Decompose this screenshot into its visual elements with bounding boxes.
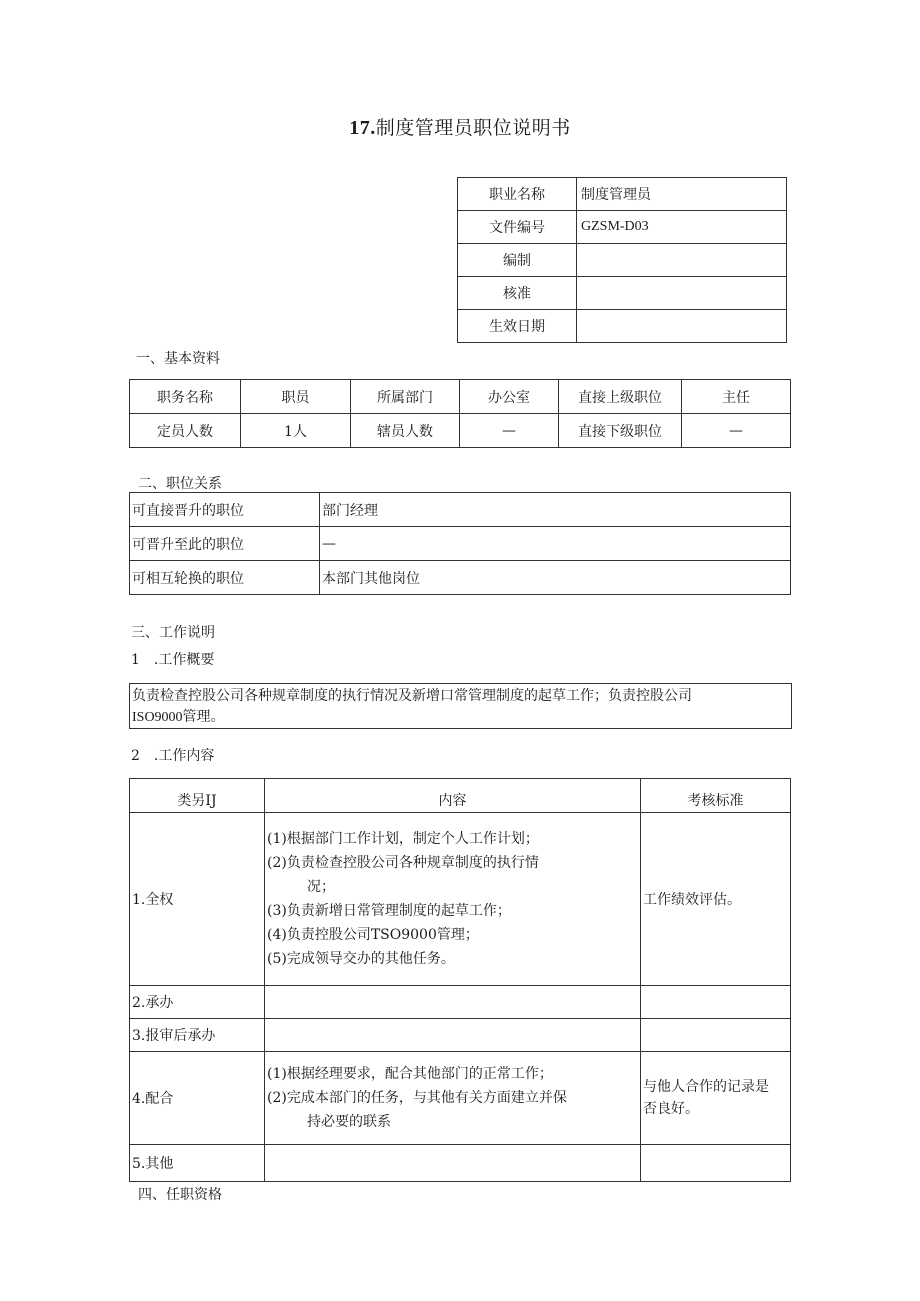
work-content-heading: 2 .工作内容 bbox=[131, 748, 215, 764]
relation-label: 可晋升至此的职位 bbox=[130, 527, 320, 561]
table-row bbox=[130, 813, 791, 986]
table-row bbox=[130, 1052, 791, 1145]
category-cell: 5.其他 bbox=[130, 1145, 265, 1182]
header-row bbox=[458, 178, 787, 211]
content-line: 况； bbox=[307, 879, 335, 895]
basic-cell: 1人 bbox=[241, 414, 351, 448]
work-content-table bbox=[129, 778, 791, 1182]
basic-cell: 直接下级职位 bbox=[559, 414, 682, 448]
content-cell bbox=[265, 1052, 641, 1145]
header-value bbox=[577, 310, 787, 343]
relation-value: 部门经理 bbox=[320, 493, 791, 527]
basic-cell: 直接上级职位 bbox=[559, 380, 682, 414]
relation-row bbox=[130, 561, 791, 595]
relation-row bbox=[130, 493, 791, 527]
content-line: (1)根据经理要求，配合其他部门的正常工作； bbox=[267, 1066, 553, 1082]
header-label: 生效日期 bbox=[458, 310, 577, 343]
standard-cell: 工作绩效评估。 bbox=[641, 813, 791, 986]
content-line: (2)负责检查控股公司各种规章制度的执行情 bbox=[267, 855, 539, 871]
basic-cell: 职务名称 bbox=[130, 380, 241, 414]
content-cell bbox=[265, 1019, 641, 1052]
standard-cell bbox=[641, 1145, 791, 1182]
basic-info-row bbox=[130, 414, 791, 448]
standard-cell bbox=[641, 986, 791, 1019]
col-header-category: 类另IJ bbox=[130, 779, 265, 813]
section3-heading: 三、工作说明 bbox=[131, 625, 215, 641]
category-cell: 4.配合 bbox=[130, 1052, 265, 1145]
header-label: 文件编号 bbox=[458, 211, 577, 244]
basic-cell: 办公室 bbox=[460, 380, 559, 414]
category-cell: 1.全权 bbox=[130, 813, 265, 986]
section2-heading: 二、职位关系 bbox=[138, 476, 222, 492]
position-relation-table bbox=[129, 492, 791, 595]
header-row bbox=[458, 244, 787, 277]
content-line: (4)负责控股公司TSO9000管理； bbox=[267, 927, 479, 943]
header-value bbox=[577, 277, 787, 310]
work-summary-heading: 1 .工作概要 bbox=[131, 652, 215, 668]
work-content-header-row bbox=[130, 779, 791, 813]
content-line: (3)负责新增日常管理制度的起草工作； bbox=[267, 903, 511, 919]
section1-heading: 一、基本资料 bbox=[136, 351, 220, 367]
basic-info-row bbox=[130, 380, 791, 414]
relation-value: — bbox=[320, 527, 791, 561]
basic-cell: 定员人数 bbox=[130, 414, 241, 448]
col-header-content: 内容 bbox=[265, 779, 641, 813]
basic-cell: 职员 bbox=[241, 380, 351, 414]
content-cell bbox=[265, 986, 641, 1019]
title-number: 17. bbox=[349, 117, 376, 139]
basic-info-table bbox=[129, 379, 791, 448]
standard-cell bbox=[641, 1019, 791, 1052]
relation-row bbox=[130, 527, 791, 561]
content-cell bbox=[265, 1145, 641, 1182]
content-line: (5)完成领导交办的其他任务。 bbox=[267, 951, 455, 967]
category-cell: 2.承办 bbox=[130, 986, 265, 1019]
category-cell: 3.报审后承办 bbox=[130, 1019, 265, 1052]
standard-line: 与他人合作的记录是 bbox=[643, 1079, 769, 1095]
work-summary-line: 负责检查控股公司各种规章制度的执行情况及新增口常管理制度的起草工作；负责控股公司 bbox=[132, 688, 692, 704]
header-value: 制度管理员 bbox=[577, 178, 787, 211]
work-summary-line: ISO9000管理。 bbox=[132, 710, 225, 725]
content-line: 持必要的联系 bbox=[307, 1114, 391, 1130]
basic-cell: 主任 bbox=[682, 380, 791, 414]
header-value: GZSM-D03 bbox=[577, 211, 787, 244]
header-info-table bbox=[457, 177, 787, 343]
header-label: 编制 bbox=[458, 244, 577, 277]
page-title bbox=[0, 113, 920, 140]
header-label: 核准 bbox=[458, 277, 577, 310]
basic-cell: 所属部门 bbox=[351, 380, 460, 414]
header-value bbox=[577, 244, 787, 277]
table-row bbox=[130, 1145, 791, 1182]
basic-cell: — bbox=[682, 414, 791, 448]
table-row bbox=[130, 1019, 791, 1052]
standard-line: 否良好。 bbox=[643, 1101, 699, 1117]
header-row bbox=[458, 277, 787, 310]
header-row bbox=[458, 211, 787, 244]
relation-label: 可相互轮换的职位 bbox=[130, 561, 320, 595]
header-row bbox=[458, 310, 787, 343]
table-row bbox=[130, 986, 791, 1019]
content-cell bbox=[265, 813, 641, 986]
content-line: (1)根据部门工作计划，制定个人工作计划； bbox=[267, 831, 539, 847]
basic-cell: 辖员人数 bbox=[351, 414, 460, 448]
col-header-standard: 考核标准 bbox=[641, 779, 791, 813]
title-text: 制度管理员职位说明书 bbox=[375, 117, 571, 139]
standard-cell bbox=[641, 1052, 791, 1145]
header-label: 职业名称 bbox=[458, 178, 577, 211]
relation-label: 可直接晋升的职位 bbox=[130, 493, 320, 527]
content-line: (2)完成本部门的任务，与其他有关方面建立并保 bbox=[267, 1090, 567, 1106]
section4-heading: 四、任职资格 bbox=[138, 1187, 222, 1203]
basic-cell: — bbox=[460, 414, 559, 448]
work-summary-box bbox=[129, 683, 792, 729]
relation-value: 本部门其他岗位 bbox=[320, 561, 791, 595]
